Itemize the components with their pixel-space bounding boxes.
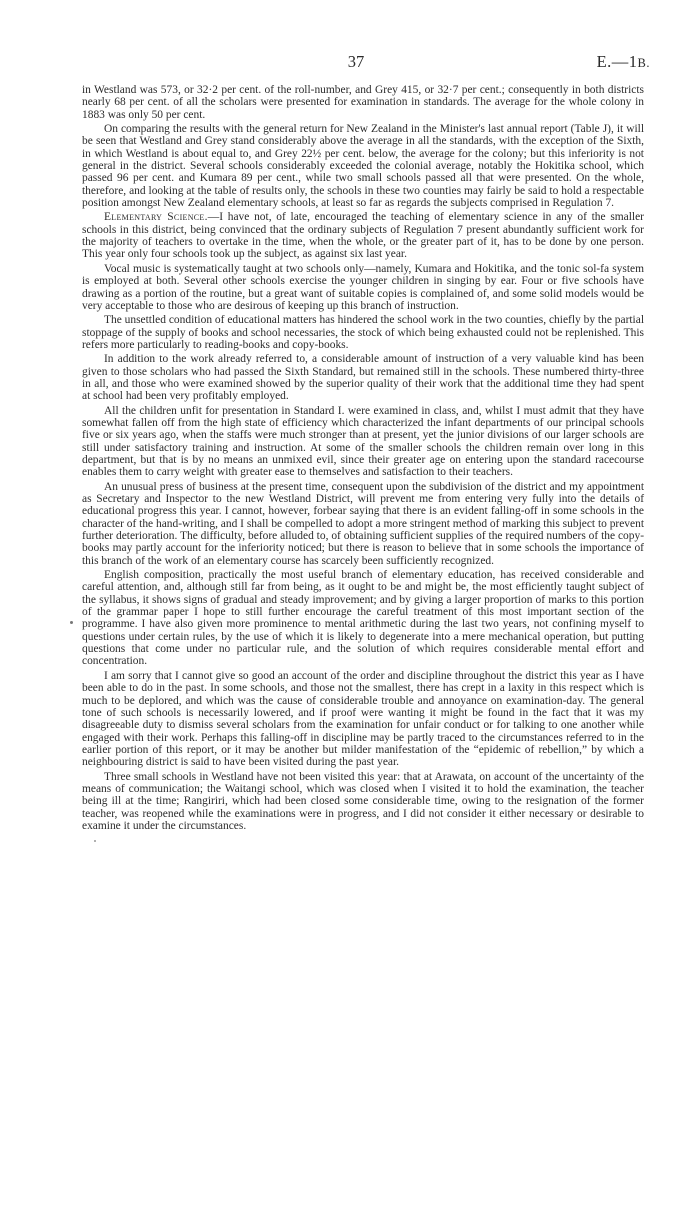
- paragraph-2: On comparing the results with the general return for New Zealand in the Minister's last annual report (Table J), it will be seen that Westland and Grey stand considerably above the average in all the standards, with the exception of the Sixth, in which Westland is about equal to, and Grey 22½ per cent. below, the average for the colony; but this inferiority is not general in the district. Several schools considerably exceeded the colonial average, notably the Hokitika school, which passed 96 per cent. and Kumara 89 per cent., while two small schools passed all that were presented. On the whole, therefore, and looking at the table of results only, the schools in these two counties may fairly be said to hold a respectable position amongst New Zealand elementary schools, at least so far as regards the subjects comprised in Regulation 7.: [82, 123, 644, 210]
- paragraph-7: All the children unfit for presentation in Standard I. were examined in class, and, whilst I must admit that they have somewhat fallen off from the high state of efficiency which characterized the infant departments of our principal schools five or six years ago, when the staffs were much stronger than at present, yet the junior divisions of our larger schools are still under satisfactory training and instruction. At some of the smaller schools the children remain over long in this department, but that is by no means an unmixed evil, since their greater age on entering upon the standard racecourse enables them to carry weight with greater ease to themselves and satisfaction to their teachers.: [82, 404, 644, 479]
- section-heading-elementary-science: Elementary Science.: [104, 211, 208, 224]
- paragraph-3-text: —I have not, of late, encouraged the teaching of elementary science in any of the smaller schools in this district, being convinced that the ordinary subjects of Regulation 7 present abundantly sufficient work for the majority of teachers to overtake in the time, when the whole, or the greater part of it, has to be done by one person. This year only four schools took up the subject, as against six last year.: [82, 211, 644, 261]
- paragraph-5: The unsettled condition of educational matters has hindered the school work in the two counties, chiefly by the partial stoppage of the supply of books and school necessaries, the stock of which being exhausted could not be replenished. This refers more particularly to reading-books and copy-books.: [82, 314, 644, 351]
- page-header: [0, 52, 700, 76]
- document-reference: [597, 52, 650, 72]
- paragraph-6: In addition to the work already referred to, a considerable amount of instruction of a very valuable kind has been given to those scholars who had passed the Sixth Standard, but remained still in the schools. These numbered thirty-three in all, and those who were examined showed by the superior quality of their work that the additional time they had spent at school had been very profitably employed.: [82, 353, 644, 403]
- document-reference-main: E.—1: [596, 52, 638, 71]
- paragraph-3: [82, 211, 644, 260]
- paragraph-9: English composition, practically the most useful branch of elementary education, has received considerable and careful attention, and, although still far from being, as it ought to be and might be, the most efficiently taught subject of the syllabus, it shows signs of gradual and steady improvement; and by giving a larger proportion of marks to this portion of the grammar paper I hope to still further encourage the careful treatment of this most important section of the programme. I have also given more prominence to mental arithmetic during the last two years, not confining myself to questions under certain rules, by the use of which it is likely to degenerate into a mere mechanical operation, but putting questions that come under no particular rule, and the solution of which requires considerable mental effort and concentration.: [82, 569, 644, 668]
- report-body: [82, 84, 644, 834]
- paragraph-8: An unusual press of business at the present time, consequent upon the subdivision of the district and my appointment as Secretary and Inspector to the new Westland District, will prevent me from entering very fully into the details of educational progress this year. I cannot, however, forbear saying that there is an evident falling-off in some schools in the character of the hand-writing, and I shall be compelled to adopt a more stringent method of marking this subject to prevent further deterioration. The difficulty, before alluded to, of obtaining sufficient supplies of the required numbers of the copy-books may partly account for the inferiority noticed; but there is reason to believe that in some schools the importance of this branch of the work of an elementary course has scarcely been sufficiently recognized.: [82, 480, 644, 567]
- margin-mark: [70, 621, 73, 624]
- document-reference-suffix: B.: [637, 56, 650, 70]
- paragraph-4: Vocal music is systematically taught at two schools only—namely, Kumara and Hokitika, and the tonic sol-fa system is employed at both. Several other schools exercise the younger children in singing by ear. Four or five schools have drawing as a portion of the routine, but a great want of suitable copies is complained of, and some solid models would be very acceptable to those who are desirous of keeping up this branch of instruction.: [82, 262, 644, 312]
- scan-speck: [94, 840, 96, 842]
- paragraph-1: in Westland was 573, or 32·2 per cent. of the roll-number, and Grey 415, or 32·7 per cent.; consequently in both districts nearly 68 per cent. of all the scholars were presented for examination in standards. The average for the whole colony in 1883 was only 50 per cent.: [82, 84, 644, 121]
- paragraph-11: Three small schools in Westland have not been visited this year: that at Arawata, on account of the uncertainty of the means of communication; the Waitangi school, which was closed when I visited it to hold the examination, the teacher being ill at the time; Rangiriri, which had been closed some considerable time, owing to the resignation of the former teacher, was reopened while the examinations were in progress, and I did not consider it either necessary or desirable to examine it under the circumstances.: [82, 770, 644, 832]
- paragraph-10: I am sorry that I cannot give so good an account of the order and discipline throughout the district this year as I have been able to do in the past. In some schools, and those not the smallest, there has crept in a laxity in this respect which is much to be deplored, and which was the cause of considerable trouble and annoyance on examination-day. The general tone of such schools is necessarily lowered, and if proof were wanting it might be found in the fact that it was my disagreeable duty to dismiss several scholars from the examination for unfair conduct or for talking to one another while engaged with their work. Perhaps this falling-off in discipline may be partly traced to the circumstances referred to in the earlier portion of this report, or it may be another but milder manifestation of the “epidemic of rebellion,” by which a neighbouring district is said to have been visited during the past year.: [82, 669, 644, 769]
- page-number: 37: [347, 52, 365, 71]
